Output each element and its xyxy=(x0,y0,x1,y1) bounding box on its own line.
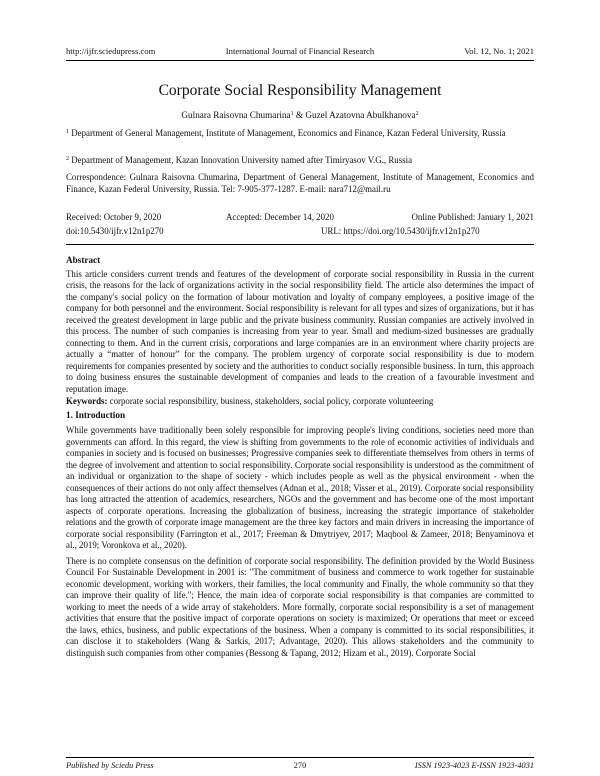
affiliation-1-sup: 1 xyxy=(66,129,69,135)
abstract-section xyxy=(66,255,534,659)
header-rule xyxy=(66,60,534,61)
intro-paragraph-1: While governments have traditionally been solely responsible for improving people's living conditions, societies need more than governments can afford. In this regard, the view is shifting from governments to the role of economic activities of individuals and companies in society and is focused on businesses; Progressive companies seek to differentiate themselves from others in terms of the degree of involvement and attention to social responsibility. Corporate social responsibility is understood as the commitment of an individual or organization to the shape of society - which includes people as well as the physical environment - when the consequences of their actions do not only affect themselves (Adnan et al., 2018; Visser et al., 2019). Corporate social responsibility has long attracted the attention of academics, researchers, NGOs and the government and has become one of the most important aspects of corporate operations. Increasing the globalization of business, increasing the strategic importance of stakeholder relations and the growth of corporate image management are the three key factors and main drivers in increasing the importance of corporate social responsibility (Farrington et al., 2017; Freeman & Dmytriyev, 2017; Maqbool & Zameer, 2018; Benyaminova et al., 2019; Voronkova et al., 2020). xyxy=(66,425,534,550)
author-line xyxy=(66,110,534,120)
abstract-heading: Abstract xyxy=(66,255,101,265)
keywords-text: corporate social responsibility, business, stakeholders, social policy, corporate volunteering xyxy=(109,396,434,406)
journal-url[interactable]: http://ijfr.sciedupress.com xyxy=(66,46,156,56)
running-header xyxy=(66,46,534,60)
dates-row xyxy=(66,212,534,224)
published-date: Online Published: January 1, 2021 xyxy=(411,212,534,222)
intro-paragraph-2: There is no complete consensus on the definition of corporate social responsibility. The definition provided by the World Business Council For Sustainable Development in 2001 is: "The commitment of business and commerce to work together for sustainable economic development, working with workers, their families, the local community and Finally, the whole community so that they can improve their quality of life."; Hence, the main idea of corporate social responsibility is that companies are committed to working to meet the needs of a wide array of stakeholders. More formally, corporate social responsibility is a set of management activities that ensure that the positive impact of corporate operations on society is maximized; Or operations that meet or exceed the laws, ethics, business, and public expectations of the business. When a company is committed to its social responsibilities, it can disclose it to stakeholders (Wang & Sarkis, 2017; Advantage, 2020). This allows stakeholders and the community to distinguish such companies from other companies (Bessong & Tapang, 2012; Hizam et al., 2019). Corporate Social xyxy=(66,555,534,658)
affiliation-2-text: Department of Management, Kazan Innovation University named after Timiryasov V.G., Russia xyxy=(71,155,413,165)
correspondence: Correspondence: Gulnara Raisovna Chumarina, Department of General Management, Institute of Management, Economics and Finance, Kazan Federal University, Russia. Tel: 7-905-377-1287. E-mail: nara712@mail.ru xyxy=(66,172,534,194)
volume-info: Vol. 12, No. 1; 2021 xyxy=(464,46,534,56)
publisher: Published by Sciedu Press xyxy=(66,761,154,770)
accepted-date: Accepted: December 14, 2020 xyxy=(226,212,334,222)
doi-row xyxy=(66,226,534,238)
author-1: Gulnara Raisovna Chumarina xyxy=(181,110,291,120)
affiliation-1 xyxy=(66,128,534,140)
keywords xyxy=(66,396,534,408)
page-footer xyxy=(66,761,534,773)
abstract-text: This article considers current trends and features of the development of corporate social responsibility in Russia in the current crisis, the reasons for the lack of organizations activity in the social responsibility field. The article also determines the impact of the company's social policy on the formation of labour motivation and loyalty of company employees, a positive image of the company for both personnel and the environment. Social responsibility is relevant for all types and sizes of organizations, but it has received the greatest development in large public and the private business community. Russian companies are actively involved in this process. The number of such companies is increasing from year to year. Small and medium-sized businesses are gradually connecting to them. And in the current crisis, corporations and large companies are in an environment where charity projects are actually a “matter of honour” for the company. The problem urgency of corporate social responsibility is due to modern requirements for companies presented by society and the authorities to conduct socially responsible business. In turn, this approach to doing business ensures the sustainable development of companies and leads to the creation of a favourable investment and reputation image. xyxy=(66,268,534,394)
issn: ISSN 1923-4023 E-ISSN 1923-4031 xyxy=(414,761,534,770)
author-1-sup: 1 xyxy=(290,111,294,117)
doi: doi:10.5430/ijfr.v12n1p270 xyxy=(66,226,164,236)
doi-url[interactable]: URL: https://doi.org/10.5430/ijfr.v12n1p270 xyxy=(321,226,480,236)
page-number: 270 xyxy=(293,761,307,770)
author-2-sup: 2 xyxy=(415,111,419,117)
affiliation-1-text: Department of General Management, Institute of Management, Economics and Finance, Kazan Federal University, Russia xyxy=(71,128,506,138)
affiliation-2-sup: 2 xyxy=(66,156,69,162)
received-date: Received: October 9, 2020 xyxy=(66,212,162,222)
section-1-heading: 1. Introduction xyxy=(66,409,126,420)
paper-title: Corporate Social Responsibility Management xyxy=(158,82,442,99)
affiliation-2 xyxy=(66,155,534,167)
dates-rule xyxy=(66,244,534,245)
keywords-label: Keywords: xyxy=(66,396,108,406)
journal-name: International Journal of Financial Research xyxy=(225,46,375,56)
author-2: Guzel Azatovna Abulkhanova xyxy=(305,110,416,120)
author-joiner: & xyxy=(293,110,306,120)
footer-rule xyxy=(66,757,534,758)
